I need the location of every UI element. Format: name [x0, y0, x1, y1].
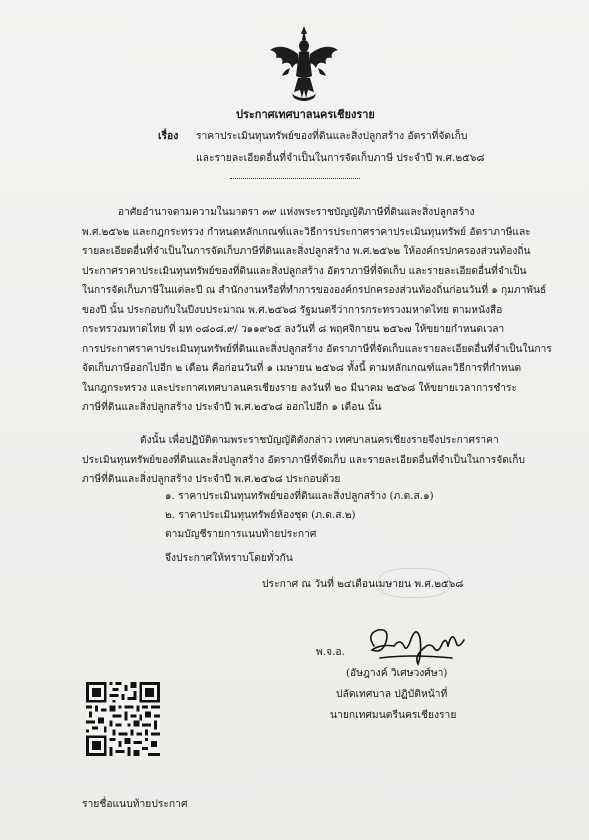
- paragraph-line: รายละเอียดอื่นที่จำเป็นในการจัดเก็บภาษีที่ดินและสิ่งปลูกสร้าง พ.ศ.๒๕๖๒ ให้องค์กรปกครองส่วนท้องถิ่น: [82, 246, 531, 257]
- subject-line-2: และรายละเอียดอื่นที่จำเป็นในการจัดเก็บภาษี ประจำปี พ.ศ.๒๕๖๘: [196, 152, 485, 164]
- paragraph-line: ในการจัดเก็บภาษีในแต่ละปี ณ สำนักงานหรือที่ทำการขององค์กรปกครองส่วนท้องถิ่นก่อนวันที่ ๑ กุมภาพันธ์: [82, 285, 547, 296]
- handwritten-signature: [360, 620, 472, 670]
- notice-title: ประกาศเทศบาลนครเชียงราย: [236, 108, 375, 121]
- signer-acting-position: นายกเทศมนตรีนครเชียงราย: [330, 709, 457, 721]
- paragraph-line: ภาษีที่ดินและสิ่งปลูกสร้าง ประจำปี พ.ศ.๒๕๖๘ ประกอบด้วย: [82, 474, 341, 485]
- paragraph-line: ประเมินทุนทรัพย์ของที่ดินและสิ่งปลูกสร้าง อัตราภาษีที่จัดเก็บ และรายละเอียดอื่นที่จำเป็นในการจัดเก็บ: [82, 454, 525, 466]
- signer-position: ปลัดเทศบาล ปฏิบัติหน้าที่: [336, 688, 448, 700]
- paragraph-line: กระทรวงมหาดไทย ที่ มท ๐๘๐๘.๙/ ว๑๑๙๖๕ ลงวันที่ ๘ พฤศจิกายน ๒๕๖๗ ให้ขยายกำหนดเวลา: [82, 324, 505, 335]
- paragraph-line: ประกาศราคาประเมินทุนทรัพย์ของที่ดินและสิ่งปลูกสร้าง อัตราภาษีที่จัดเก็บ และรายละเอียดอื่นที่จำเป็น: [82, 265, 527, 277]
- paragraph-line: อาศัยอำนาจตามความในมาตรา ๓๙ แห่งพระราชบัญญัติภาษีที่ดินและสิ่งปลูกสร้าง: [118, 207, 475, 218]
- paragraph-line: พ.ศ.๒๕๖๒ และกฎกระทรวง กำหนดหลักเกณฑ์และวิธีการประกาศราคาประเมินทุนทรัพย์ อัตราภาษีและ: [82, 226, 531, 238]
- announcement-date: ประกาศ ณ วันที่ ๒๔เดือนเมษายน พ.ศ.๒๕๖๘: [262, 578, 464, 590]
- signer-rank: พ.จ.อ.: [316, 646, 345, 658]
- attachment-list-note: รายชื่อแนบท้ายประกาศ: [82, 798, 188, 810]
- body-paragraph-1: [82, 203, 557, 418]
- paragraph-line: จัดเก็บภาษีออกไปอีก ๒ เดือน คือก่อนวันที่ ๑ เมษายน ๒๕๖๘ ทั้งนี้ ตามหลักเกณฑ์และวิธีการที่กำหนด: [82, 363, 522, 374]
- paragraph-line: ดังนั้น เพื่อปฏิบัติตามพระราชบัญญัติดังกล่าว เทศบาลนครเชียงรายจึงประกาศราคา: [140, 435, 499, 446]
- subject-line-1: ราคาประเมินทุนทรัพย์ของที่ดินและสิ่งปลูกสร้าง อัตราที่จัดเก็บ: [196, 130, 468, 142]
- subject-label: เรื่อง: [158, 130, 179, 142]
- paragraph-line: ภาษีที่ดินและสิ่งปลูกสร้าง ประจำปี พ.ศ.๒๕๖๘ ออกไปอีก ๑ เดือน นั้น: [82, 402, 382, 413]
- paragraph-line: ของปี นั้น ประกอบกับในปีงบประมาณ พ.ศ.๒๕๖๘ รัฐมนตรีว่าการกระทรวงมหาดไทย ตามหนังสือ: [82, 304, 503, 316]
- body-paragraph-2: [82, 431, 557, 490]
- announcement-statement: จึงประกาศให้ทราบโดยทั่วกัน: [165, 552, 293, 564]
- list-item-land-assessment: ๑. ราคาประเมินทุนทรัพย์ของที่ดินและสิ่งปลูกสร้าง (ภ.ด.ส.๑): [165, 490, 434, 502]
- title-divider: [230, 178, 360, 179]
- signer-name: (อัษฎางค์ วิเศษวงศ์ษา): [346, 667, 448, 679]
- garuda-emblem-icon: [268, 24, 340, 104]
- paragraph-line: การประกาศราคาประเมินทุนทรัพย์ที่ดินและสิ่งปลูกสร้าง อัตราภาษีที่จัดเก็บและรายละเอียดอื่นที่จำเป็นในการ: [82, 343, 552, 355]
- paragraph-line: ในกฎกระทรวง และประกาศเทศบาลนครเชียงราย ลงวันที่ ๒๐ มีนาคม ๒๕๖๘ ให้ขยายเวลาการชำระ: [82, 382, 517, 394]
- list-item-condo-assessment: ๒. ราคาประเมินทุนทรัพย์ห้องชุด (ภ.ด.ส.๒): [165, 509, 356, 521]
- attachment-reference: ตามบัญชีรายการแนบท้ายประกาศ: [165, 528, 317, 540]
- qr-code-icon: [86, 682, 160, 756]
